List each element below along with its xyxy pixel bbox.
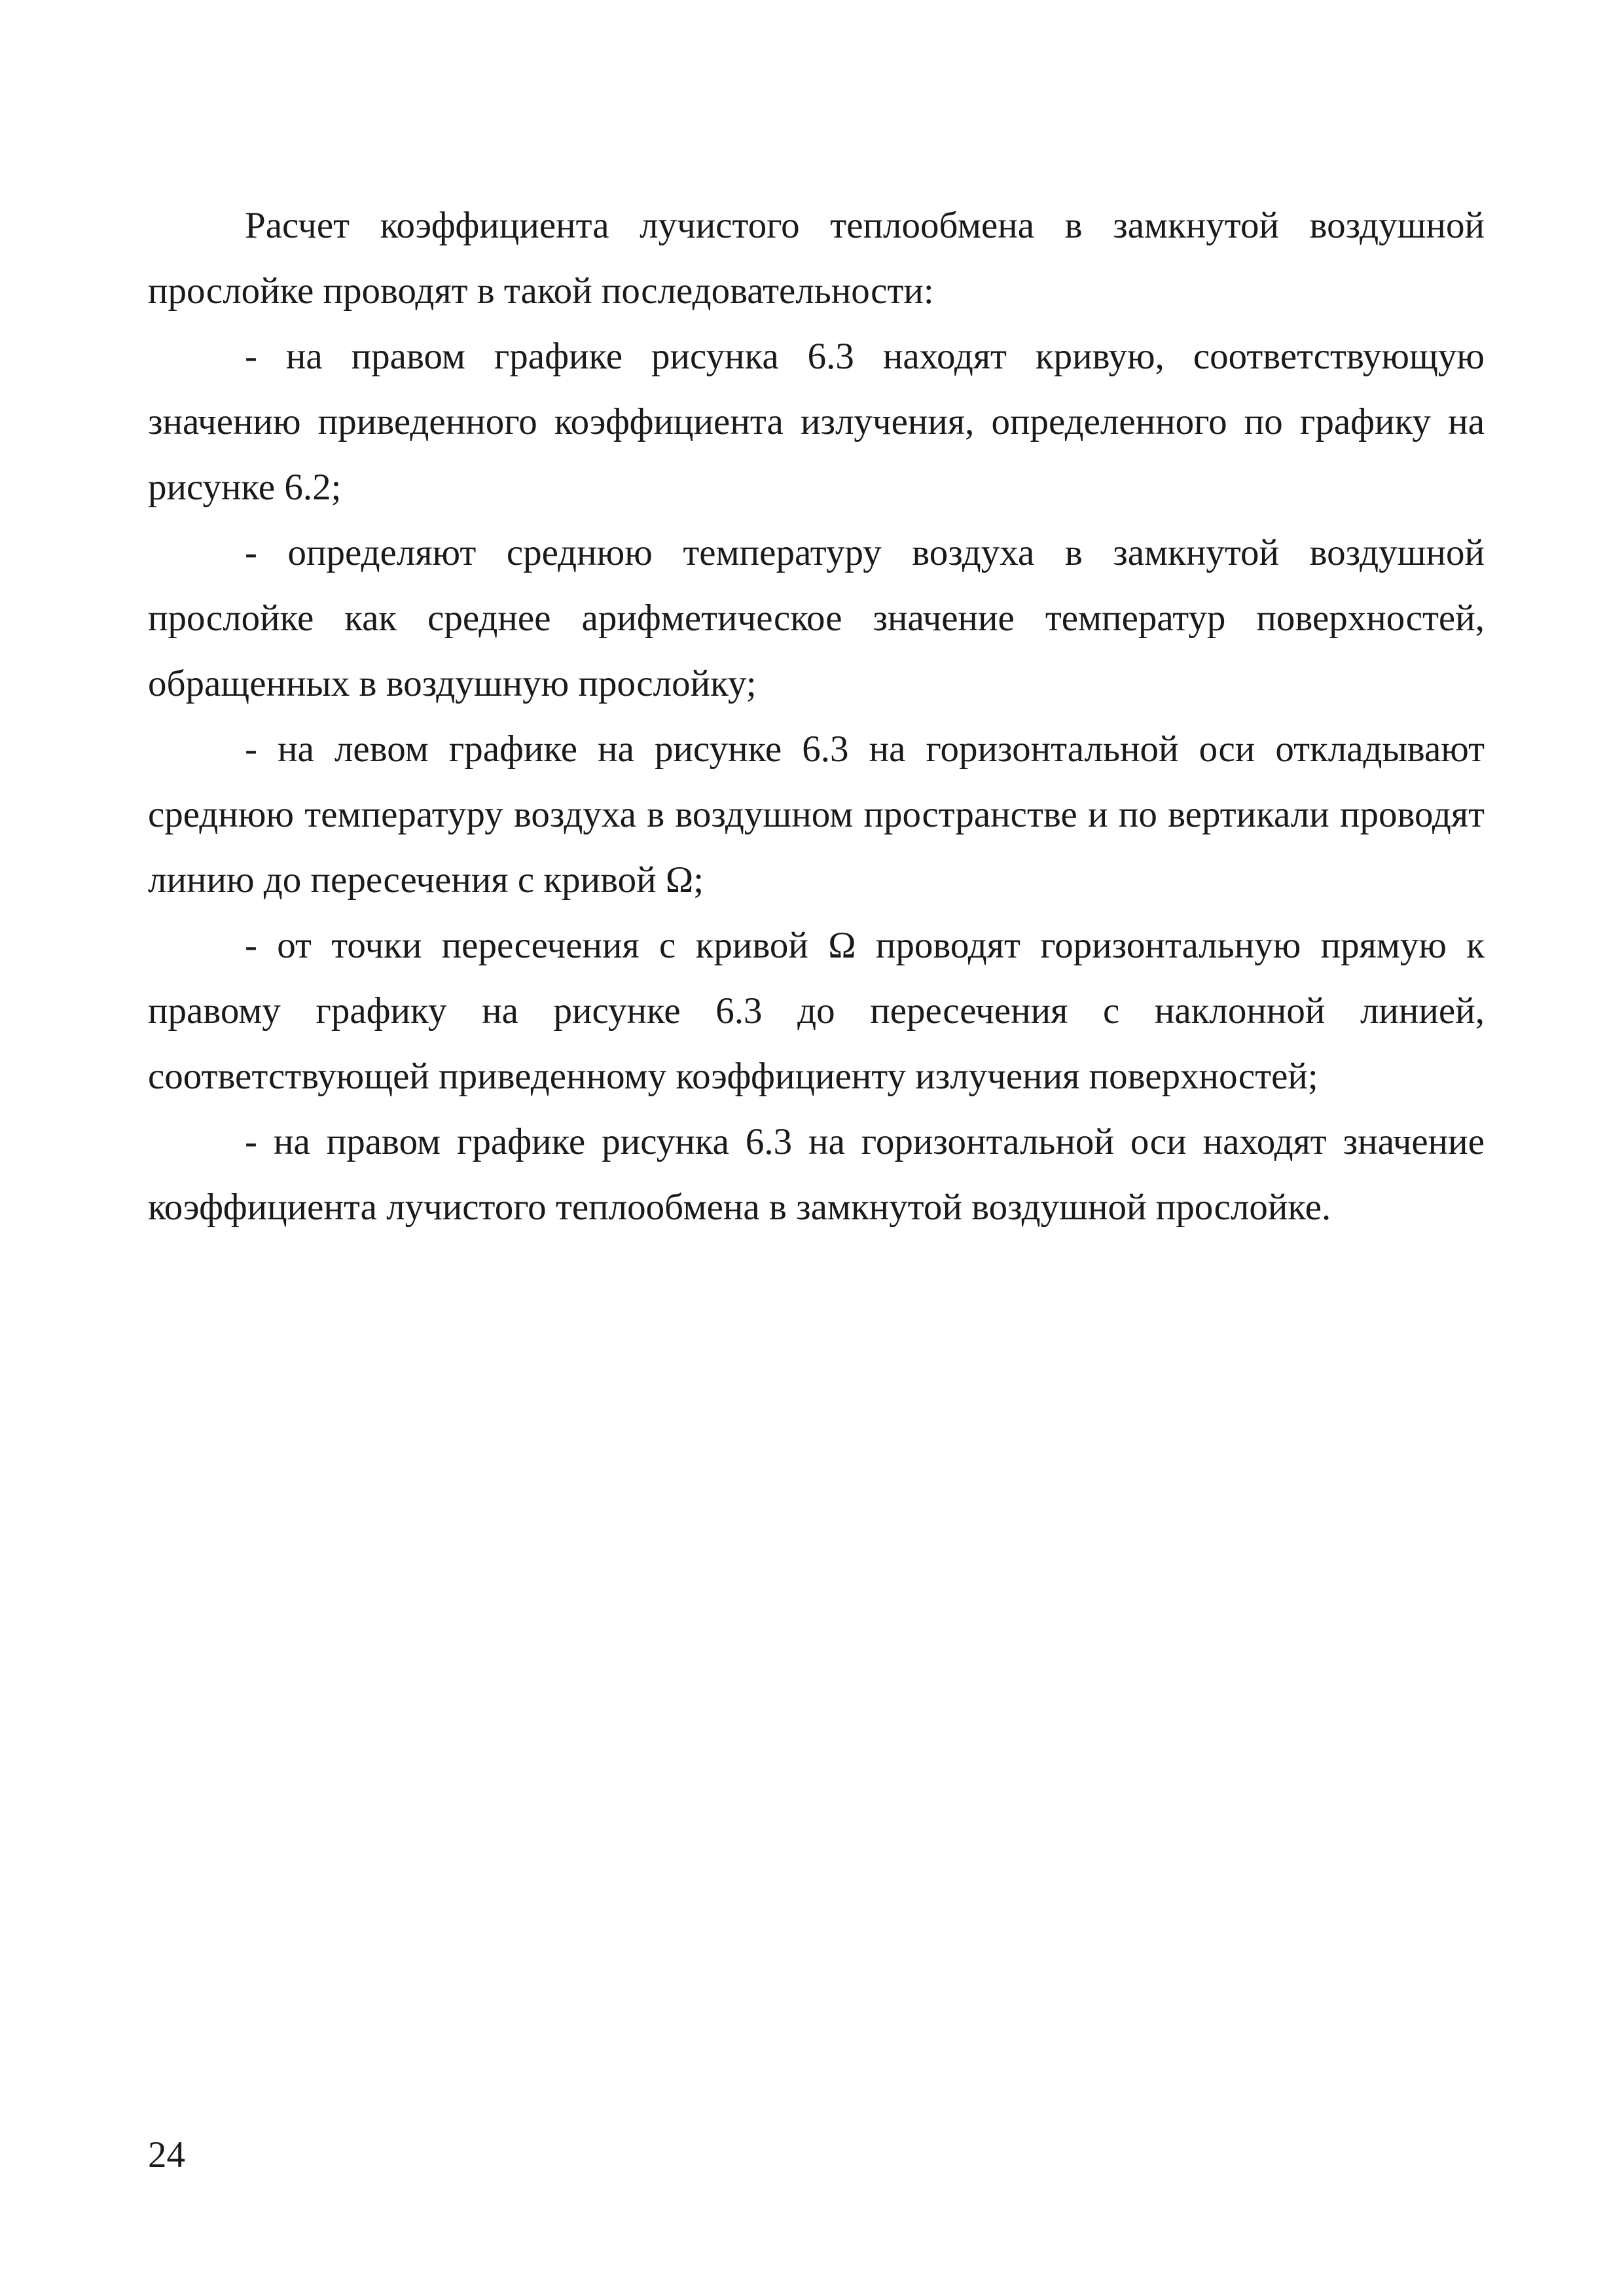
paragraph-step-4: - от точки пересечения с кривой Ω проводят горизонтальную прямую к правому графику на рисунке 6.3 до пересечения с наклонной линией, соответствующей приведенному коэффициенту излучения поверхностей; (148, 925, 1485, 1097)
paragraph-step-1: - на правом графике рисунка 6.3 находят кривую, соответствующую значению приведенного коэффициента излучения, определенного по графику на рисунке 6.2; (148, 336, 1485, 508)
body-text (148, 193, 1485, 1240)
paragraph-intro: Расчет коэффициента лучистого теплообмена в замкнутой воздушной прослойке проводят в такой последовательности: (148, 205, 1485, 312)
paragraph-step-3: - на левом графике на рисунке 6.3 на горизонтальной оси откладывают среднюю температуру воздуха в воздушном пространстве и по вертикали проводят линию до пересечения с кривой Ω; (148, 728, 1485, 901)
paragraph-step-2: - определяют среднюю температуру воздуха в замкнутой воздушной прослойке как среднее арифметическое значение температур поверхностей, обращенных в воздушную прослойку; (148, 532, 1485, 704)
page-number: 24 (148, 2134, 185, 2176)
paragraph-step-5: - на правом графике рисунка 6.3 на горизонтальной оси находят значение коэффициента лучистого теплообмена в замкнутой воздушной прослойке. (148, 1121, 1485, 1228)
